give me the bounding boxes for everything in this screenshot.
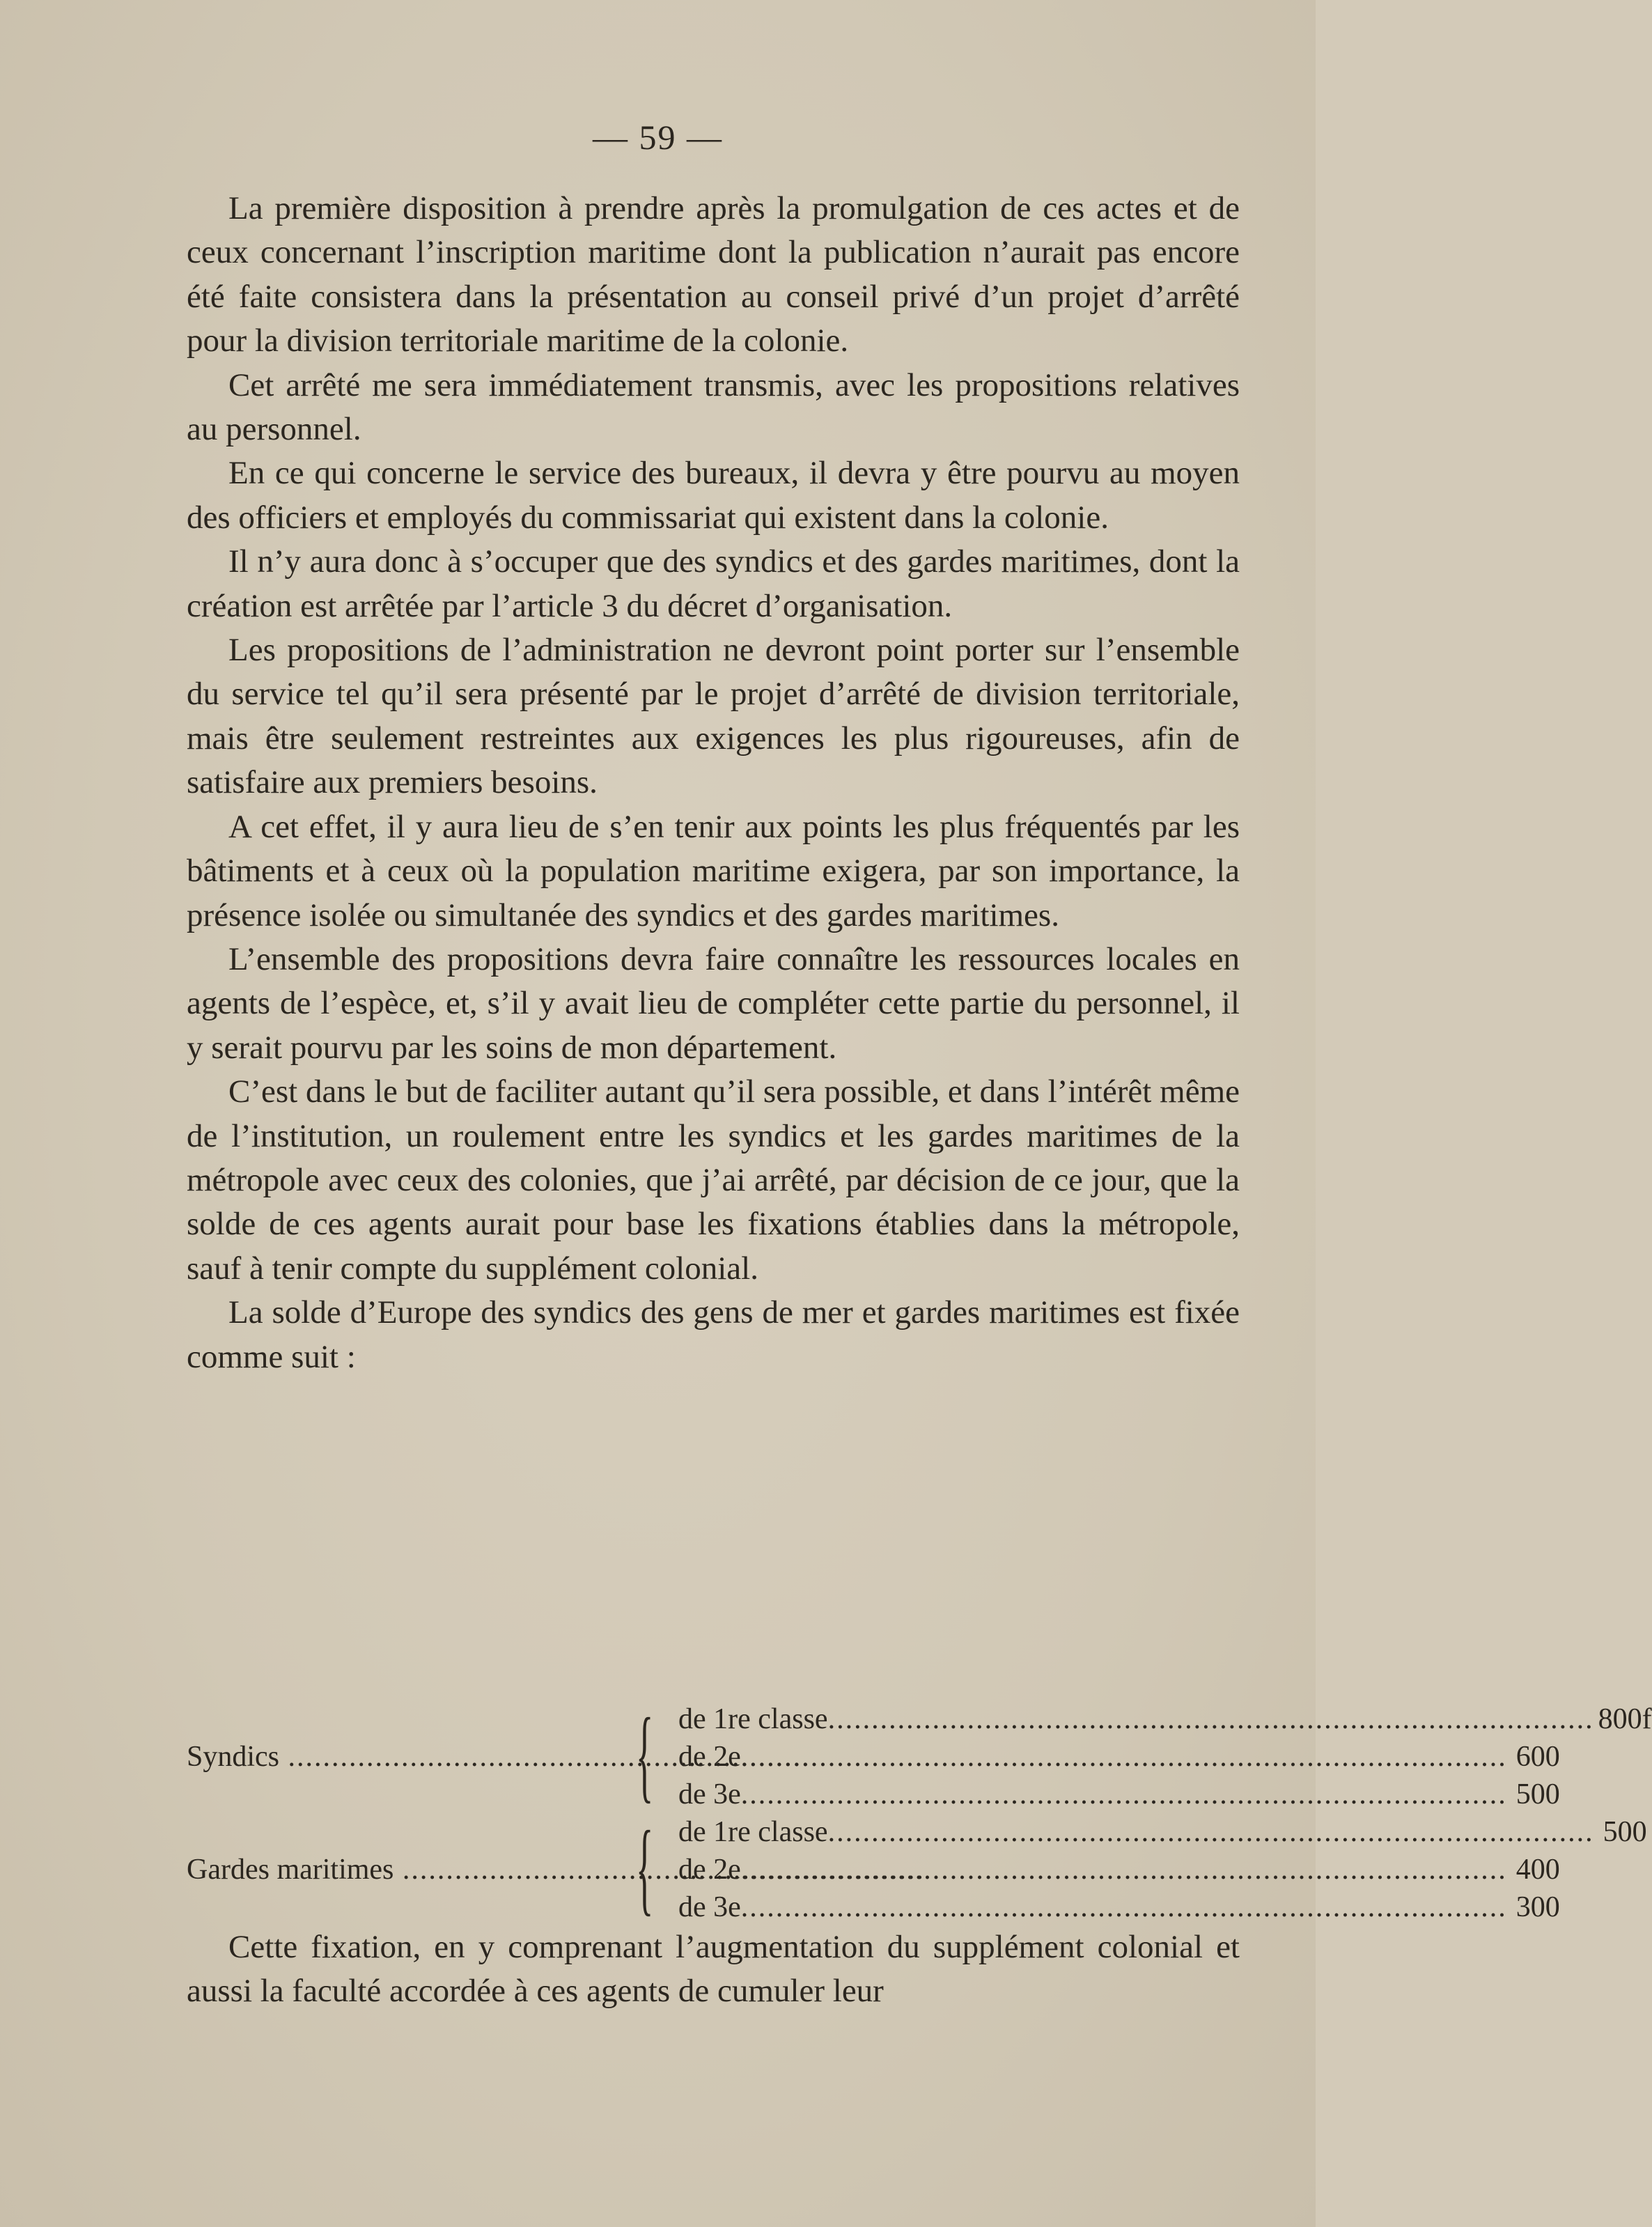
amount: 600	[1515, 1741, 1560, 1773]
pay-table	[187, 1697, 1652, 1926]
body-text	[187, 187, 1240, 1379]
page-number: — 59 —	[593, 118, 723, 157]
brace-icon: {	[636, 1810, 654, 1925]
class-label: de 3e	[678, 1778, 741, 1810]
paragraph: La solde d’Europe des syndics des gens de mer et gardes maritimes est fixée comme suit :	[187, 1294, 1240, 1375]
class-label: de 3e	[678, 1891, 741, 1923]
paragraph: Les propositions de l’administration ne devront point porter sur l’ensemble du service tel qu’il sera présenté par le projet d’arrêté de division territoriale, mais être seulement restreintes aux exigences les plus rigoureuses, afin de satisfaire aux premiers besoins.	[187, 632, 1240, 801]
pay-group-syndics	[187, 1697, 1652, 1813]
pay-row	[678, 1776, 1560, 1813]
amount: 800f	[1598, 1703, 1652, 1735]
paragraph: L’ensemble des propositions devra faire connaître les ressources locales en agents de l’espèce, et, s’il y avait lieu de compléter cette partie du personnel, il y serait pourvu par les soins de mon département.	[187, 940, 1240, 1066]
amount: 400	[1515, 1854, 1560, 1886]
pay-row	[678, 1851, 1560, 1888]
pay-row	[678, 1813, 1647, 1851]
closing-text	[187, 1925, 1240, 2014]
amount: 500	[1603, 1816, 1647, 1848]
brace-icon: {	[636, 1697, 654, 1813]
class-label: de 1re classe	[678, 1816, 828, 1848]
paragraph: La première disposition à prendre après la promulgation de ces actes et de ceux concernant l’inscription maritime dont la publication n’aurait pas encore été faite consistera dans la présentation au conseil privé d’un projet d’arrêté pour la division territoriale maritime de la colonie.	[187, 190, 1240, 359]
group-label: Gardes maritimes .....	[187, 1851, 632, 1888]
class-label: de 2e	[678, 1854, 741, 1886]
class-label: de 2e	[678, 1741, 741, 1773]
group-label: Syndics .....	[187, 1738, 632, 1776]
amount: 500	[1515, 1778, 1560, 1810]
leader-dots	[828, 1700, 1594, 1738]
paragraph: Cet arrêté me sera immédiatement transmis, avec les propositions relatives au personnel.	[187, 366, 1240, 448]
pay-row	[678, 1888, 1560, 1926]
paragraph: A cet effet, il y aura lieu de s’en tenir aux points les plus fréquentés par les bâtiments et à ceux où la population maritime exigera, par son importance, la présence isolée ou simultanée des syndics et des gardes maritimes.	[187, 808, 1240, 933]
leader-dots	[741, 1776, 1507, 1813]
pay-row	[678, 1738, 1560, 1776]
paragraph: Il n’y aura donc à s’occuper que des syndics et des gardes maritimes, dont la création est arrêtée par l’article 3 du décret d’organisation.	[187, 543, 1240, 624]
paragraph: En ce qui concerne le service des bureaux, il devra y être pourvu au moyen des officiers et employés du commissariat qui existent dans la colonie.	[187, 455, 1240, 536]
class-label: de 1re classe	[678, 1703, 828, 1735]
leader-dots	[741, 1738, 1507, 1776]
leader-dots	[741, 1851, 1507, 1888]
pay-row	[678, 1700, 1652, 1738]
leader-dots	[741, 1888, 1507, 1926]
pay-group-gardes-maritimes	[187, 1810, 1647, 1926]
amount: 300	[1515, 1891, 1560, 1923]
paragraph: C’est dans le but de faciliter autant qu’il sera possible, et dans l’intérêt même de l’institution, un roulement entre les syndics et les gardes maritimes de la métropole avec ceux des colonies, que j’ai arrêté, par décision de ce jour, que la solde de ces agents aurait pour base les fixations établies dans la métropole, sauf à tenir compte du supplément colonial.	[187, 1073, 1240, 1287]
leader-dots	[828, 1813, 1594, 1851]
paragraph: Cette fixation, en y comprenant l’augmentation du supplément colonial et aussi la faculté accordée à ces agents de cumuler leur	[187, 1929, 1240, 2010]
